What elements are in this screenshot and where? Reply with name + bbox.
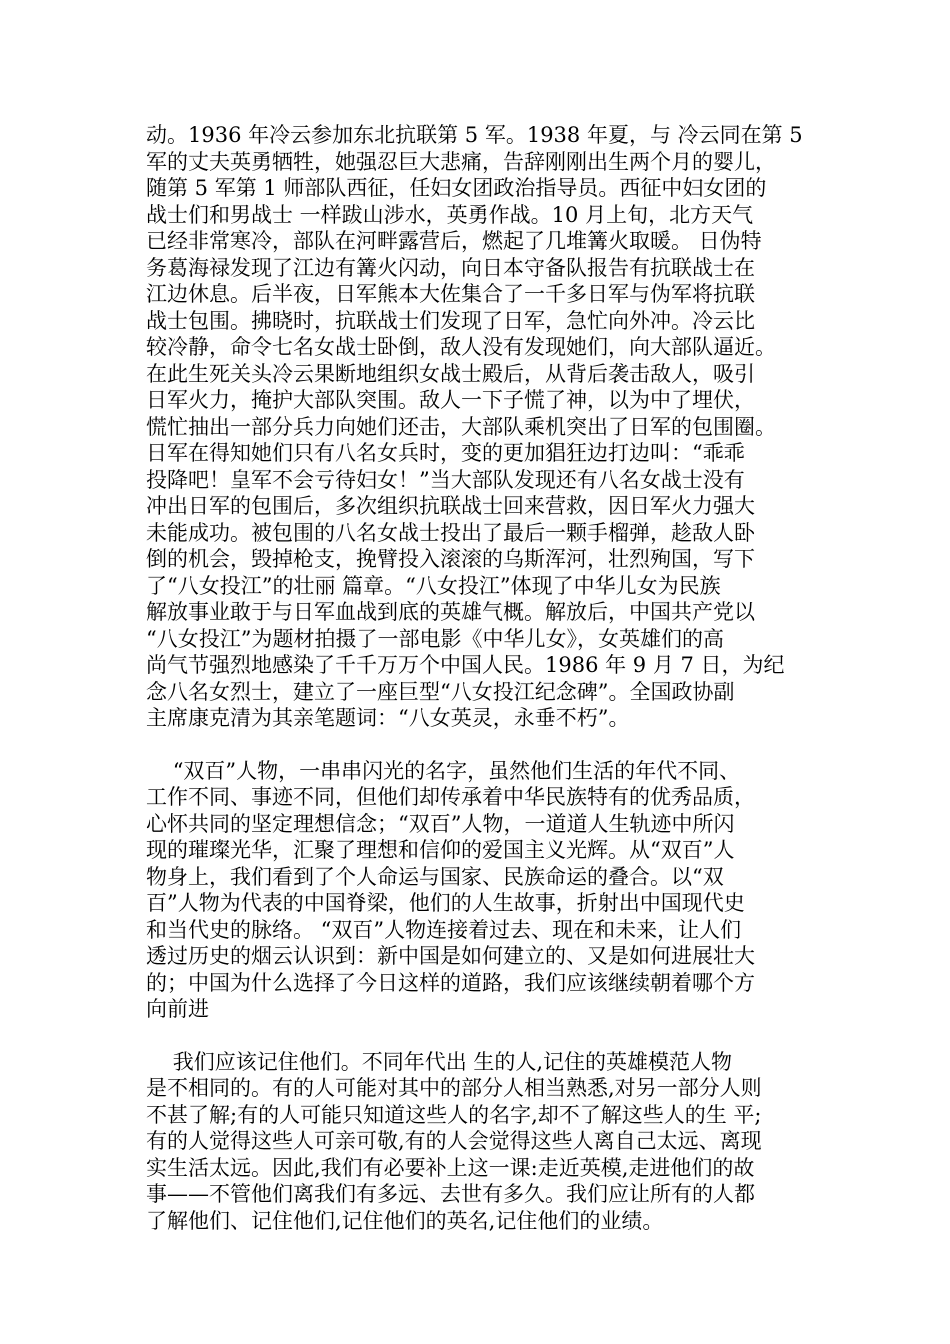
text-line: 冲出日军的包围后，多次组织抗联战士回来营救，因日军火力强大 (146, 494, 755, 518)
text-line: 较冷静，命令七名女战士卧倒，敌人没有发现她们，向大部队逼近。 (146, 335, 776, 359)
text-line: 慌忙抽出一部分兵力向她们还击，大部队乘机突出了日军的包围圈。 (146, 414, 776, 439)
text-line: 日军在得知她们只有八名女兵时，变的更加猖狂边打边叫：“乖乖 (146, 441, 745, 465)
text-line: 透过历史的烟云认识到：新中国是如何建立的、又是如何进展壮大 (146, 944, 755, 968)
text-line: 随第 5 军第 1 师部队西征，任妇女团政治指导员。西征中妇女团的 (146, 176, 767, 200)
text-line: 工作不同、事迹不同，但他们却传承着中华民族特有的优秀品质， (146, 785, 755, 809)
text-line: 百”人物为代表的中国脊梁，他们的人生故事，折射出中国现代史 (146, 891, 745, 915)
text-line: 不甚了解;有的人可能只知道这些人的名字,却不了解这些人的生 平; (146, 1102, 762, 1127)
text-line: 务葛海禄发现了江边有篝火闪动，向日本守备队报告有抗联战士在 (146, 255, 755, 280)
text-line: 解放事业敢于与日军血战到底的英雄气概。解放后，中国共产党以 (146, 600, 755, 624)
text-line: “八女投江”为题材拍摄了一部电影《中华儿女》，女英雄们的高 (146, 626, 724, 651)
text-line: 尚气节强烈地感染了千千万万个中国人民。1986 年 9 月 7 日，为纪 (146, 653, 785, 677)
text-line: 军的丈夫英勇牺牲，她强忍巨大悲痛，告辞刚刚出生两个月的婴儿， (146, 149, 776, 174)
text-line: 战士们和男战士 一样跋山涉水，英勇作战。10 月上旬，北方天气 (146, 202, 754, 227)
text-line: 了解他们、记住他们,记住他们的英名,记住他们的业绩。 (146, 1208, 664, 1233)
text-line: 倒的机会，毁掉枪支，挽臂投入滚滚的乌斯浑河，壮烈殉国，写下 (146, 547, 755, 571)
text-line: 实生活太远。因此,我们有必要补上这一课:走近英模,走进他们的故 (146, 1155, 755, 1180)
text-line: 动。1936 年冷云参加东北抗联第 5 军。1938 年夏，与 冷云同在第 5 (146, 123, 803, 147)
text-line: 是不相同的。有的人可能对其中的部分人相当熟悉,对另一部分人则 (146, 1076, 762, 1100)
text-line: 心怀共同的坚定理想信念；“双百”人物，一道道人生轨迹中所闪 (146, 811, 735, 836)
text-line: “双百”人物，一串串闪光的名字，虽然他们生活的年代不同、 (146, 758, 741, 783)
text-line: 江边休息。后半夜，日军熊本大佐集合了一千多日军与伪军将抗联 (146, 282, 755, 306)
text-line: 了“八女投江”的壮丽 篇章。“八女投江”体现了中华儿女为民族 (146, 573, 721, 598)
text-line: 未能成功。被包围的八名女战士投出了最后一颗手榴弹，趁敌人卧 (146, 520, 755, 545)
paragraph (146, 1049, 826, 1235)
document-page (146, 122, 826, 1234)
text-line: 日军火力，掩护大部队突围。敌人一下子慌了神，以为中了埋伏， (146, 388, 755, 412)
text-line: 投降吧！皇军不会亏待妇女！”当大部队发现还有八名女战士没有 (146, 467, 745, 492)
paragraph (146, 758, 826, 1023)
text-line: 已经非常寒冷，部队在河畔露营后，燃起了几堆篝火取暖。 日伪特 (146, 229, 762, 253)
text-line: 有的人觉得这些人可亲可敬,有的人会觉得这些人离自己太远、离现 (146, 1129, 762, 1153)
text-line: 主席康克清为其亲笔题词：“八女英灵，永垂不朽”。 (146, 706, 630, 730)
text-line: 和当代史的脉络。 “双百”人物连接着过去、现在和未来，让人们 (146, 917, 742, 942)
text-line: 在此生死关头冷云果断地组织女战士殿后，从背后袭击敌人，吸引 (146, 361, 755, 386)
text-line: 物身上，我们看到了个人命运与国家、民族命运的叠合。以“双 (146, 864, 724, 889)
text-line: 我们应该记住他们。不同年代出 生的人,记住的英雄模范人物 (146, 1049, 733, 1074)
text-line: 的；中国为什么选择了今日这样的道路，我们应该继续朝着哪个方 (146, 970, 755, 995)
paragraph (146, 122, 826, 732)
text-line: 战士包围。拂晓时，抗联战士们发现了日军，急忙向外冲。冷云比 (146, 308, 755, 333)
text-line: 念八名女烈士，建立了一座巨型“八女投江纪念碑”。全国政协副 (146, 679, 735, 704)
text-line: 事——不管他们离我们有多远、去世有多久。我们应让所有的人都 (146, 1182, 755, 1206)
text-line: 向前进 (146, 997, 209, 1021)
text-line: 现的璀璨光华，汇聚了理想和信仰的爱国主义光辉。从“双百”人 (146, 838, 735, 862)
